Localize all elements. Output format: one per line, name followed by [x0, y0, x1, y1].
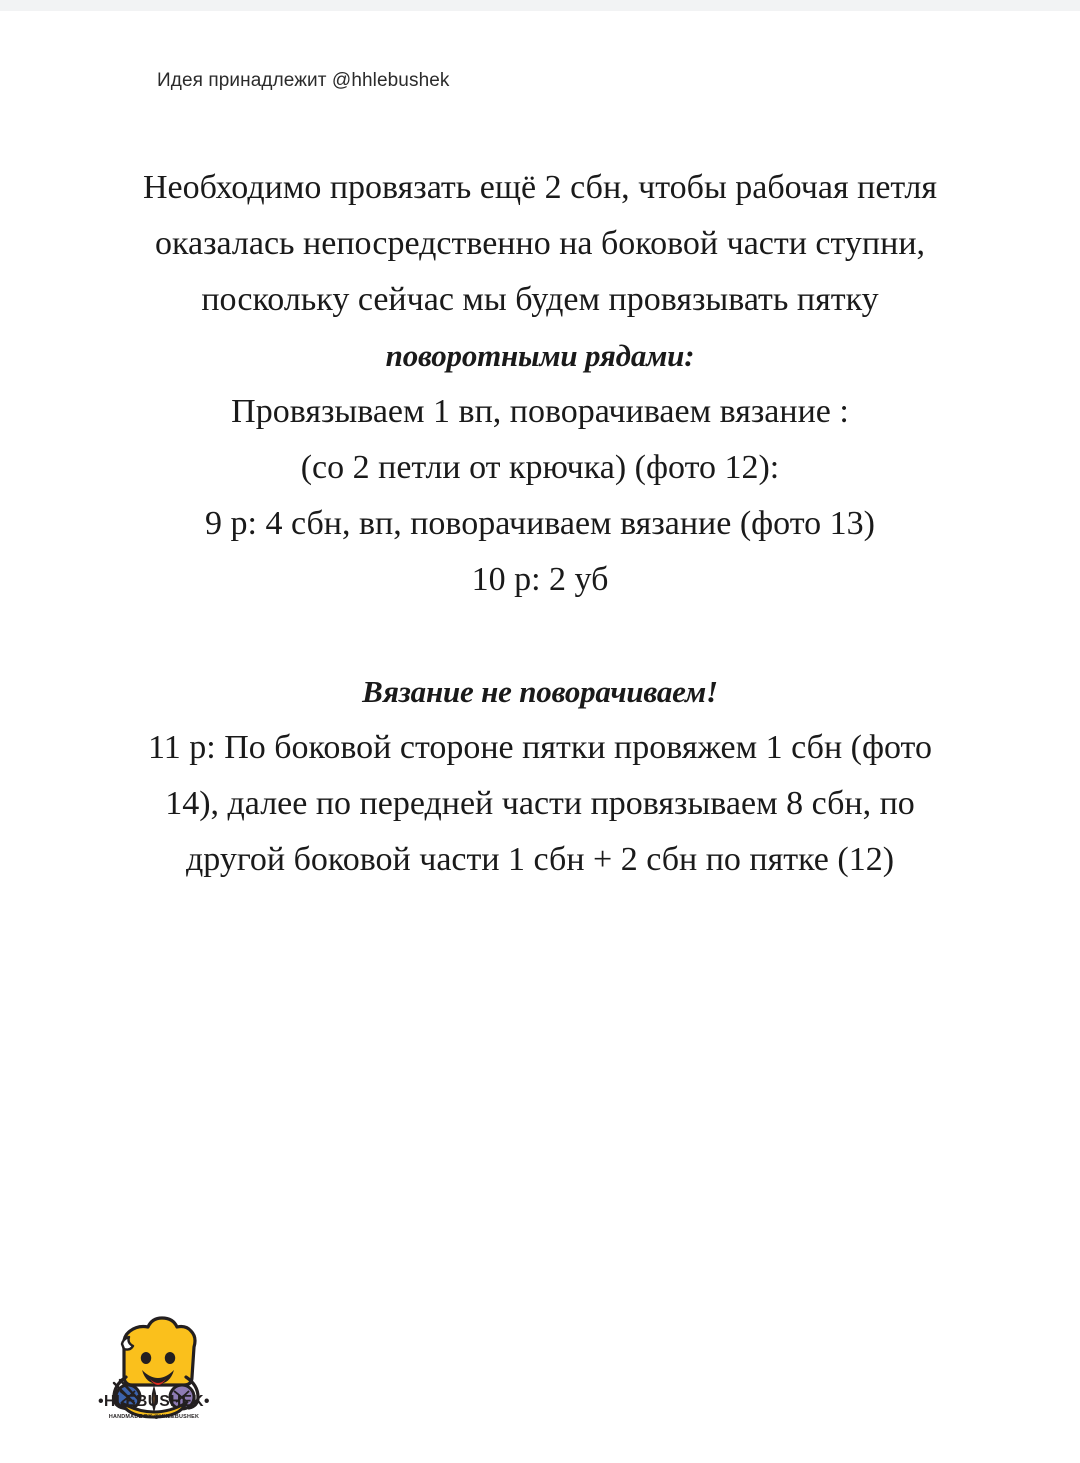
logo-tagline: HANDMADE BY @HHLEBUSHEK — [108, 1414, 200, 1420]
bread-body — [124, 1318, 195, 1385]
hlebushek-logo — [92, 1303, 216, 1425]
text-line: 14), далее по передней части провязываем 8 сбн, по — [165, 785, 915, 822]
right-eye-icon — [165, 1352, 175, 1364]
text-line: оказалась непосредственно на боковой части ступни, — [154, 225, 926, 262]
text-line: поскольку сейчас мы будем провязывать пятку — [201, 281, 879, 318]
instruction-text-block — [110, 160, 970, 888]
text-line: (со 2 петли от крючка) (фото 12): — [300, 449, 780, 486]
text-line: другой боковой части 1 сбн + 2 сбн по пятке (12) — [185, 841, 895, 878]
text-line: Провязываем 1 вп, поворачиваем вязание : — [231, 393, 849, 430]
text-line-row-9: 9 р: 4 сбн, вп, поворачиваем вязание (фото 13) — [205, 505, 875, 542]
text-line-row-10: 10 р: 2 уб — [471, 561, 609, 598]
blank-line — [110, 608, 970, 664]
text-line-row-11: 11 р: По боковой стороне пятки провяжем 1 сбн (фото — [148, 729, 932, 766]
section-heading-no-turning: Вязание не поворачиваем! — [362, 674, 718, 709]
left-eye-icon — [141, 1352, 151, 1364]
section-heading-turning-rows: поворотными рядами: — [385, 338, 695, 373]
attribution-credit: Идея принадлежит @hhlebushek — [157, 70, 450, 91]
top-grey-band — [0, 0, 1080, 11]
text-line: Необходимо провязать ещё 2 сбн, чтобы рабочая петля — [142, 169, 938, 206]
logo-brand-name: •HLEBUSHEK• — [98, 1393, 210, 1410]
